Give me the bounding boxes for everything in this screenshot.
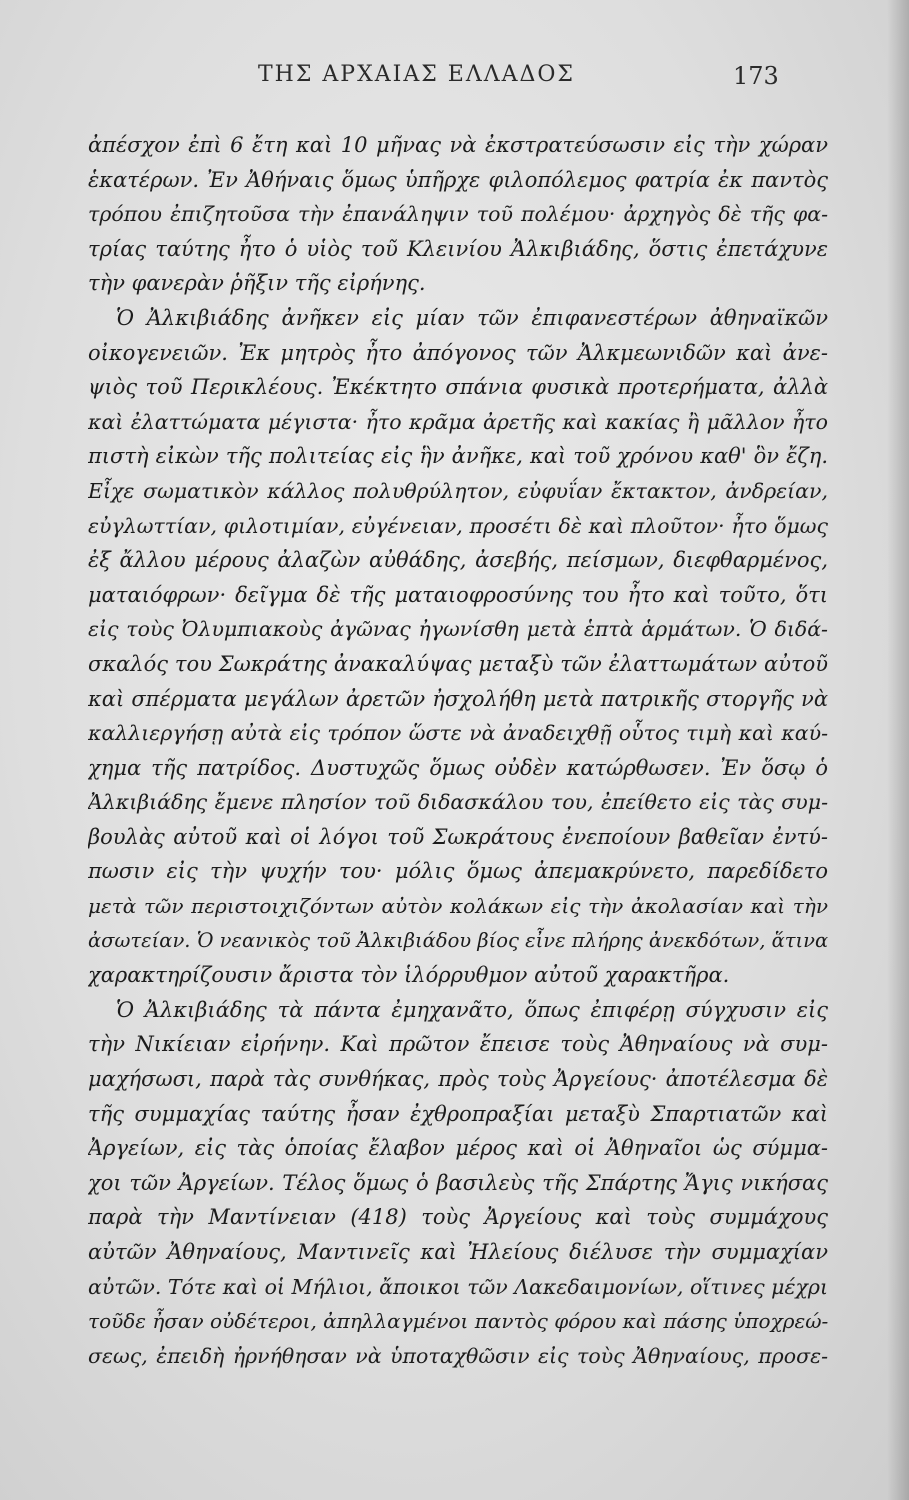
body-text [88,128,828,1373]
text-line: τὴν Νικίειαν εἰρήνην. Καὶ πρῶτον ἔπεισε τοὺς Ἀθηναίους νὰ συμ- [88,1032,828,1057]
text-line: Ὁ Ἀλκιβιάδης ἀνῆκεν εἰς μίαν τῶν ἐπιφανεστέρων ἀθηναϊκῶν [116,305,828,330]
text-line: βουλὰς αὐτοῦ καὶ οἱ λόγοι τοῦ Σωκράτους ἐνεποίουν βαθεῖαν ἐντύ- [88,824,828,849]
text-line: χοι τῶν Ἀργείων. Τέλος ὅμως ὁ βασιλεὺς τῆς Σπάρτης Ἄγις νικήσας [88,1170,828,1195]
text-line: καὶ σπέρματα μεγάλων ἀρετῶν ἠσχολήθη μετὰ πατρικῆς στοργῆς νὰ [88,686,828,711]
text-line: καλλιεργήσῃ αὐτὰ εἰς τρόπον ὥστε νὰ ἀναδειχθῇ οὗτος τιμὴ καὶ καύ- [88,721,828,746]
text-line: ἐξ ἄλλου μέρους ἀλαζὼν αὐθάδης, ἀσεβής, πείσμων, διεφθαρμένος, [88,548,828,573]
text-line: Εἶχε σωματικὸν κάλλος πολυθρύλητον, εὐφυΐαν ἔκτακτον, ἀνδρείαν, [88,478,828,503]
text-line: ἀσωτείαν. Ὁ νεανικὸς τοῦ Ἀλκιβιάδου βίος εἶνε πλήρης ἀνεκδότων, ἅτινα [88,928,828,952]
text-line: αὐτῶν. Τότε καὶ οἱ Μήλιοι, ἄποικοι τῶν Λακεδαιμονίων, οἵτινες μέχρι [88,1274,828,1299]
text-line: εἰς τοὺς Ὀλυμπιακοὺς ἀγῶνας ἠγωνίσθη μετὰ ἑπτὰ ἁρμάτων. Ὁ διδά- [88,617,828,642]
text-line: τρίας ταύτης ἦτο ὁ υἱὸς τοῦ Κλεινίου Ἀλκιβιάδης, ὅστις ἐπετάχυνε [88,236,828,261]
running-title: ΤΗΣ ΑΡΧΑΙΑΣ ΕΛΛΑΔΟΣ [258,62,575,87]
page-header [0,62,909,102]
text-line: τοῦδε ἦσαν οὐδέτεροι, ἀπηλλαγμένοι παντὸς φόρου καὶ πάσης ὑποχρεώ- [88,1309,828,1334]
text-line: ψιὸς τοῦ Περικλέους. Ἐκέκτητο σπάνια φυσικὰ προτερήματα, ἀλλὰ [88,375,828,400]
text-line: οἰκογενειῶν. Ἐκ μητρὸς ἦτο ἀπόγονος τῶν Ἀλκμεωνιδῶν καὶ ἀνε- [88,340,828,365]
text-line: χημα τῆς πατρίδος. Δυστυχῶς ὅμως οὐδὲν κατώρθωσεν. Ἐν ὅσῳ ὁ [88,755,828,780]
text-line: τὴν φανερὰν ῥῆξιν τῆς εἰρήνης. [88,271,426,296]
page-number: 173 [733,62,779,90]
text-line: ἀπέσχον ἐπὶ 6 ἔτη καὶ 10 μῆνας νὰ ἐκστρατεύσωσιν εἰς τὴν χώραν [88,133,828,157]
text-line: σεως, ἐπειδὴ ἠρνήθησαν νὰ ὑποταχθῶσιν εἰς τοὺς Ἀθηναίους, προσε- [88,1343,828,1368]
text-line: Ἀργείων, εἰς τὰς ὁποίας ἔλαβον μέρος καὶ οἱ Ἀθηναῖοι ὡς σύμμα- [88,1136,828,1161]
text-line: πωσιν εἰς τὴν ψυχήν του· μόλις ὅμως ἀπεμακρύνετο, παρεδίδετο [88,859,828,884]
page-edge-shadow [887,0,909,1500]
text-line: πιστὴ εἰκὼν τῆς πολιτείας εἰς ἣν ἀνῆκε, καὶ τοῦ χρόνου καθ' ὃν ἔζη. [88,444,828,469]
text-line: ματαιόφρων· δεῖγμα δὲ τῆς ματαιοφροσύνης του ἦτο καὶ τοῦτο, ὅτι [88,582,828,607]
text-line: εὐγλωττίαν, φιλοτιμίαν, εὐγένειαν, προσέτι δὲ καὶ πλοῦτον· ἦτο ὅμως [88,513,828,538]
text-line: μαχήσωσι, παρὰ τὰς συνθήκας, πρὸς τοὺς Ἀργείους· ἀποτέλεσμα δὲ [88,1067,828,1092]
text-line: παρὰ τὴν Μαντίνειαν (418) τοὺς Ἀργείους καὶ τοὺς συμμάχους [88,1205,828,1230]
text-line: μετὰ τῶν περιστοιχιζόντων αὐτὸν κολάκων εἰς τὴν ἀκολασίαν καὶ τὴν [88,894,828,919]
text-line: Ὁ Ἀλκιβιάδης τὰ πάντα ἐμηχανᾶτο, ὅπως ἐπιφέρῃ σύγχυσιν εἰς [116,997,828,1022]
text-line: ἑκατέρων. Ἐν Ἀθήναις ὅμως ὑπῆρχε φιλοπόλεμος φατρία ἐκ παντὸς [88,167,828,192]
text-line: σκαλός του Σωκράτης ἀνακαλύψας μεταξὺ τῶν ἐλαττωμάτων αὐτοῦ [88,651,828,676]
text-line: τῆς συμμαχίας ταύτης ἦσαν ἐχθροπραξίαι μεταξὺ Σπαρτιατῶν καὶ [88,1101,828,1126]
text-line: χαρακτηρίζουσιν ἄριστα τὸν ἱλόρρυθμον αὐτοῦ χαρακτῆρα. [88,963,730,988]
text-line: τρόπου ἐπιζητοῦσα τὴν ἐπανάληψιν τοῦ πολέμου· ἀρχηγὸς δὲ τῆς φα- [88,202,828,227]
text-line: Ἀλκιβιάδης ἔμενε πλησίον τοῦ διδασκάλου του, ἐπείθετο εἰς τὰς συμ- [88,790,828,815]
text-line: καὶ ἐλαττώματα μέγιστα· ἦτο κρᾶμα ἀρετῆς καὶ κακίας ἢ μᾶλλον ἦτο [88,409,828,434]
text-line: αὐτῶν Ἀθηναίους, Μαντινεῖς καὶ Ἠλείους διέλυσε τὴν συμμαχίαν [88,1240,828,1264]
